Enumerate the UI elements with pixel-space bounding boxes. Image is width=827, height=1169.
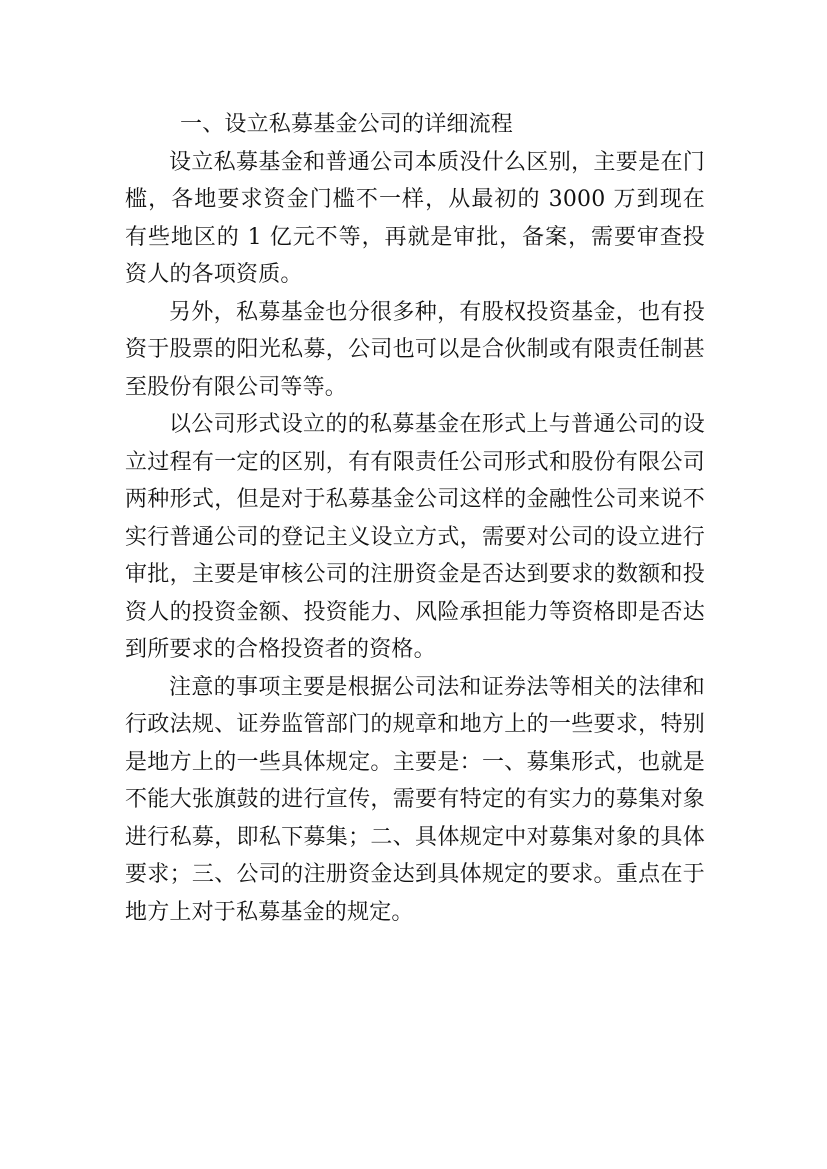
paragraph-notes: 注意的事项主要是根据公司法和证券法等相关的法律和行政法规、证券监管部门的规章和地方上的一些要求，特别是地方上的一些具体规定。主要是：一、募集形式，也就是不能大张旗鼓的进行宣传，需要有特定的有实力的募集对象进行私募，即私下募集；二、具体规定中对募集对象的具体要求；三、公司的注册资金达到具体规定的要求。重点在于地方上对于私募基金的规定。 xyxy=(125,674,705,925)
document-body xyxy=(125,106,705,931)
paragraph-fund-types: 另外，私募基金也分很多种，有股权投资基金，也有投资于股票的阳光私募，公司也可以是合伙制或有限责任制甚至股份有限公司等等。 xyxy=(125,299,705,400)
paragraph-company-form: 以公司形式设立的的私募基金在形式上与普通公司的设立过程有一定的区别，有有限责任公司形式和股份有限公司两种形式，但是对于私募基金公司这样的金融性公司来说不实行普通公司的登记主义设立方式，需要对公司的设立进行审批，主要是审核公司的注册资金是否达到要求的数额和投资人的投资金额、投资能力、风险承担能力等资格即是否达到所要求的合格投资者的资格。 xyxy=(125,412,705,662)
section-heading: 一、设立私募基金公司的详细流程 xyxy=(180,112,514,137)
paragraph-requirements: 设立私募基金和普通公司本质没什么区别，主要是在门槛，各地要求资金门槛不一样，从最初的 3000 万到现在有些地区的 1 亿元不等，再就是审批，备案，需要审查投资人的各项资质。 xyxy=(125,149,705,287)
